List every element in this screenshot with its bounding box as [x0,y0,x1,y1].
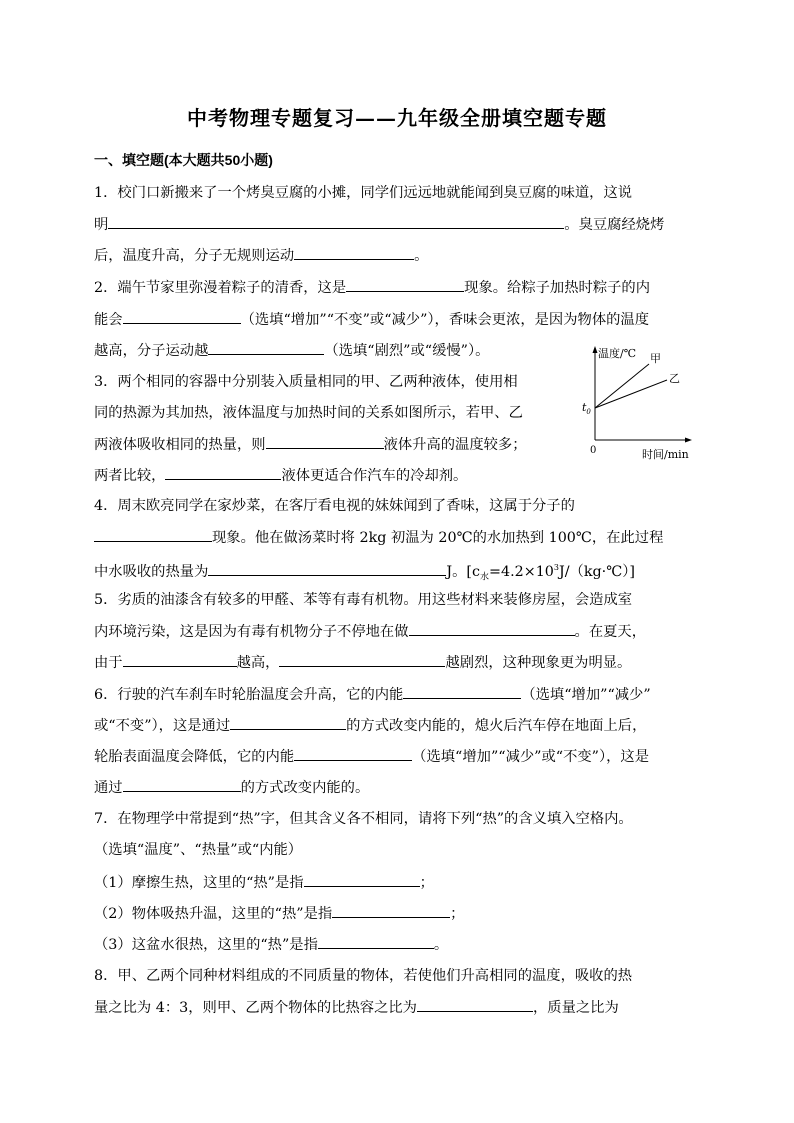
series-jia-label: 甲 [650,352,661,365]
series-yi-line [595,380,667,408]
q5-line-2: 内环境污染，这是因为有毒有机物分子不停地在做 。在夏天， [94,621,646,642]
y-axis-arrow [593,346,598,353]
section-heading: 一、填空题(本大题共50小题) [94,152,273,168]
answer-blank[interactable] [294,746,412,761]
answer-blank[interactable] [123,652,237,667]
q7-line-5: （3）这盆水很热，这里的“热”是指 。 [94,934,448,955]
series-yi-label: 乙 [669,372,680,385]
answer-blank[interactable] [230,715,346,730]
series-jia-line [595,364,649,408]
answer-blank[interactable] [318,934,434,949]
q2-line-1: 2．端午节家里弥漫着粽子的清香，这是 现象。给粽子加热时粽子的内 [94,277,650,298]
q2-line-2: 能会 （选填“增加”“不变”或“减少”），香味会更浓，是因为物体的温度 [94,309,649,330]
q3-line-3: 两液体吸收相同的热量，则 液体升高的温度较多； [94,434,527,455]
q8-line-1: 8．甲、乙两个同种材料组成的不同质量的物体，若使他们升高相同的温度，吸收的热 [94,968,633,984]
answer-blank[interactable] [123,777,241,792]
y-axis-label: 温度/℃ [598,347,637,360]
q6-line-2: 或“不变”），这是通过 的方式改变内能的，熄火后汽车停在地面上后， [94,715,646,736]
origin-label: 0 [590,445,597,456]
answer-blank[interactable] [346,277,464,292]
page-title: 中考物理专题复习——九年级全册填空题专题 [187,106,607,130]
answer-blank[interactable] [208,561,446,576]
q1-line-1: 1．校门口新搬来了一个烤臭豆腐的小摊，同学们远远地就能闻到臭豆腐的味道，这说 [94,185,633,201]
q6-line-1: 6．行驶的汽车刹车时轮胎温度会升高，它的内能 （选填“增加”“减少” [94,684,651,705]
q6-line-4: 通过 的方式改变内能的。 [94,777,369,798]
t0-label: $t_0$ [582,401,591,416]
q3-line-1: 3．两个相同的容器中分别装入质量相同的甲、乙两种液体，使用相 [94,374,518,390]
q4-line-2: 现象。他在做汤菜时将 2kg 初温为 20℃的水加热到 100℃，在此过程 [94,527,663,548]
q4-line-3: 中水吸收的热量为 J。$[c_水=4.2\times 10^3J/(kg\cdot℃)]$ [94,558,635,588]
q2-line-3: 越高，分子运动越 （选填“剧烈”或“缓慢”）。 [94,340,489,361]
answer-blank[interactable] [208,340,324,355]
answer-blank[interactable] [409,621,575,636]
answer-blank[interactable] [332,903,450,918]
temperature-time-graph [576,340,696,464]
answer-blank[interactable] [165,465,281,480]
answer-blank[interactable] [279,652,445,667]
answer-blank[interactable] [266,434,384,449]
q1-line-3: 后，温度升高，分子无规则运动 。 [94,245,428,266]
q3-line-2: 同的热源为其加热，液体温度与加热时间的关系如图所示，若甲、乙 [94,405,523,421]
q7-line-2: （选填“温度”、“热量”或“内能） [94,842,303,858]
answer-blank[interactable] [123,309,241,324]
q3-line-4: 两者比较， 液体更适合作汽车的冷却剂。 [94,465,467,486]
answer-blank[interactable] [417,997,533,1012]
q5-line-1: 5．劣质的油漆含有较多的甲醛、苯等有毒有机物。用这些材料来装修房屋，会造成室 [94,592,633,608]
q5-line-3: 由于 越高， 越剧烈，这种现象更为明显。 [94,652,631,673]
answer-blank[interactable] [294,245,414,260]
q7-line-4: （2）物体吸热升温，这里的“热”是指 ； [94,903,464,924]
q4-line-1: 4．周末欧亮同学在家炒菜，在客厅看电视的妹妹闻到了香味，这属于分子的 [94,498,575,514]
q7-line-1: 7．在物理学中常提到“热”字，但其含义各不相同，请将下列“热”的含义填入空格内。 [94,811,633,827]
q1-line-2: 明 。臭豆腐经烧烤 [94,214,664,235]
answer-blank[interactable] [403,684,521,699]
answer-blank[interactable] [304,872,420,887]
q6-line-3: 轮胎表面温度会降低，它的内能 （选填“增加”“减少”或“不变”），这是 [94,746,649,767]
q8-line-2: 量之比为 4：3，则甲、乙两个物体的比热容之比为 ，质量之比为 [94,997,619,1018]
answer-blank[interactable] [108,214,564,229]
x-axis-label: 时间/min [642,448,689,461]
x-axis-arrow [685,438,692,443]
answer-blank[interactable] [94,527,212,542]
q7-line-3: （1）摩擦生热，这里的“热”是指 ； [94,872,434,893]
